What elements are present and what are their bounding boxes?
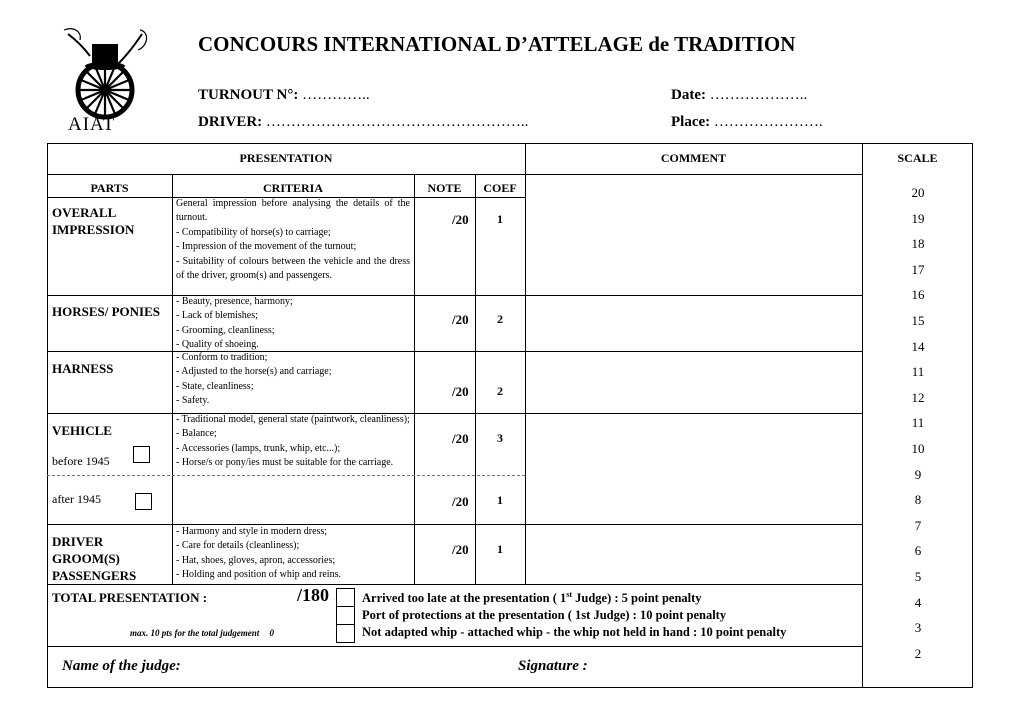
penalty-late-part-a: Arrived too late at the presentation ( 1 (362, 591, 567, 606)
vehicle-after-1945-label: after 1945 (52, 492, 101, 506)
criteria-line: - Holding and position of whip and reins. (176, 569, 341, 581)
part-overall-impression: OVERALL IMPRESSION (52, 205, 135, 237)
scale-value: 7 (914, 517, 922, 533)
criteria-vehicle (176, 413, 410, 471)
place-field[interactable] (671, 114, 823, 131)
criteria-line: - Quality of shoeing. (176, 339, 259, 351)
criteria-line: - Horse/s or pony/ies must be suitable for the carriage. (176, 457, 394, 469)
coef-vehicle-before-1945: 3 (497, 431, 503, 445)
scale-value: 3 (914, 620, 922, 636)
divider-vehicle-dashed (47, 475, 525, 476)
penalty-protections-checkbox[interactable] (336, 606, 355, 625)
note-driver[interactable]: /20 (452, 542, 469, 557)
note-vehicle-after-1945[interactable]: /20 (452, 494, 469, 509)
scale-value: 16 (911, 287, 925, 303)
criteria-line: - Grooming, cleanliness; (176, 324, 275, 336)
scale-value: 11 (911, 364, 925, 380)
header-coef: COEF (483, 181, 517, 195)
criteria-line: - Hat, shoes, gloves, apron, accessories; (176, 554, 336, 566)
place-dots: …………………. (713, 114, 823, 130)
turnout-field[interactable] (198, 87, 370, 104)
part-harness: HARNESS (52, 361, 114, 376)
scale-value: 17 (911, 261, 925, 277)
divider-presentation-comment (525, 143, 526, 584)
header-scale: SCALE (897, 151, 938, 165)
part-line: PASSENGERS (52, 568, 137, 583)
criteria-horses-ponies (176, 295, 410, 353)
divider-criteria-note (414, 174, 415, 584)
criteria-line: - Conform to tradition; (176, 352, 268, 363)
header-criteria: CRITERIA (262, 181, 323, 195)
criteria-driver (176, 525, 410, 583)
criteria-line: - Suitability of colours between the vehicle and the dress of the driver, groom(s) and passengers. (176, 255, 410, 282)
divider-parts-criteria (172, 174, 173, 584)
coef-overall-impression: 1 (497, 212, 503, 226)
scale-value: 5 (914, 569, 922, 584)
date-field[interactable] (671, 87, 807, 104)
note-vehicle-before-1945[interactable]: /20 (452, 431, 469, 446)
criteria-line: - Care for details (cleanliness); (176, 540, 300, 552)
driver-dots: …………………………………………….. (265, 114, 529, 130)
total-presentation-label: TOTAL PRESENTATION : (52, 590, 208, 605)
penalty-late-text (362, 590, 702, 606)
note-horses-ponies[interactable]: /20 (452, 312, 469, 327)
scale-value: 10 (911, 441, 925, 456)
coef-driver: 1 (497, 542, 503, 556)
scale-value: 12 (911, 389, 925, 405)
logo-text: AIAT (68, 114, 116, 135)
penalty-whip-text: Not adapted whip - attached whip - the whip not held in hand : 10 point penalty (362, 625, 787, 639)
part-vehicle: VEHICLE (52, 423, 112, 438)
header-note: NOTE (427, 181, 462, 195)
scale-value: 18 (911, 236, 925, 252)
note-overall-impression[interactable]: /20 (452, 212, 469, 227)
scale-value: 4 (914, 594, 922, 610)
header-parts: PARTS (90, 181, 129, 195)
scale-value: 8 (914, 492, 922, 508)
penalty-late-part-b: Judge) : 5 point penalty (572, 591, 702, 606)
criteria-line: - Balance; (176, 428, 217, 440)
turnout-dots: ………….. (302, 87, 370, 103)
criteria-line: - Lack of blemishes; (176, 310, 258, 322)
divider-row3 (47, 413, 862, 414)
scale-value: 19 (911, 210, 925, 226)
page-title: CONCOURS INTERNATIONAL D’ATTELAGE de TRADITION (198, 32, 796, 56)
divider-total (47, 646, 862, 647)
driver-field[interactable] (198, 114, 528, 131)
max-points-note (130, 628, 274, 638)
divider-row2 (47, 351, 862, 352)
scale-value: 9 (914, 466, 922, 482)
criteria-line: - Compatibility of horse(s) to carriage; (176, 226, 331, 238)
signature-label[interactable]: Signature : (518, 658, 588, 674)
penalty-late-checkbox[interactable] (336, 588, 355, 607)
max-points-text: max. 10 pts for the total judgement (130, 628, 260, 638)
date-dots: ……………….. (709, 87, 808, 103)
part-line: GROOM(S) (52, 551, 120, 566)
divider-subheader-top (47, 174, 525, 175)
scale-value: 15 (911, 313, 925, 328)
header-comment: COMMENT (660, 151, 727, 165)
criteria-harness (176, 351, 410, 409)
vehicle-before-1945-checkbox[interactable] (133, 446, 150, 463)
coef-harness: 2 (497, 384, 503, 398)
penalty-late-sup: st (566, 590, 573, 599)
criteria-line: General impression before analysing the details of the turnout. (176, 198, 410, 224)
divider-row4 (47, 524, 862, 525)
part-horses-ponies: HORSES/ PONIES (52, 304, 161, 319)
max-points-zero: 0 (269, 628, 275, 638)
scale-value: 2 (914, 645, 922, 661)
scale-value: 11 (911, 415, 925, 431)
header-presentation: PRESENTATION (239, 151, 333, 165)
penalty-whip-checkbox[interactable] (336, 624, 355, 643)
criteria-line: - Adjusted to the horse(s) and carriage; (176, 366, 332, 378)
scale-value: 14 (911, 338, 925, 354)
criteria-line: - Beauty, presence, harmony; (176, 296, 293, 307)
criteria-line: - Harmony and style in modern dress; (176, 526, 328, 537)
place-label: Place: (671, 114, 711, 130)
driver-label: DRIVER: (198, 114, 263, 130)
judge-name-label[interactable]: Name of the judge: (62, 658, 181, 674)
penalty-protections-text: Port of protections at the presentation ( 1st Judge) : 10 point penalty (362, 608, 727, 622)
criteria-line: - Safety. (176, 395, 210, 407)
turnout-label: TURNOUT N°: (198, 87, 299, 103)
criteria-line: - State, cleanliness; (176, 380, 254, 392)
total-presentation-value[interactable]: /180 (297, 585, 330, 605)
divider-note-coef (475, 174, 476, 584)
criteria-line: - Traditional model, general state (paintwork, cleanliness); (176, 414, 410, 425)
criteria-line: - Accessories (lamps, trunk, whip, etc...); (176, 442, 341, 454)
vehicle-before-1945-label: before 1945 (52, 454, 110, 468)
divider-row5 (47, 584, 862, 585)
scale-value: 6 (914, 543, 922, 559)
criteria-line: - Impression of the movement of the turnout; (176, 241, 357, 253)
coef-vehicle-after-1945: 1 (497, 493, 503, 507)
part-line: DRIVER (52, 534, 104, 549)
scale-value: 20 (911, 185, 925, 200)
coef-horses-ponies: 2 (497, 312, 503, 326)
date-label: Date: (671, 87, 706, 103)
note-harness[interactable]: /20 (452, 384, 469, 399)
criteria-overall-impression (176, 197, 410, 283)
vehicle-after-1945-checkbox[interactable] (135, 493, 152, 510)
divider-row1 (47, 295, 862, 296)
divider-comment-top (525, 174, 862, 175)
part-driver-grooms-passengers (52, 533, 172, 584)
